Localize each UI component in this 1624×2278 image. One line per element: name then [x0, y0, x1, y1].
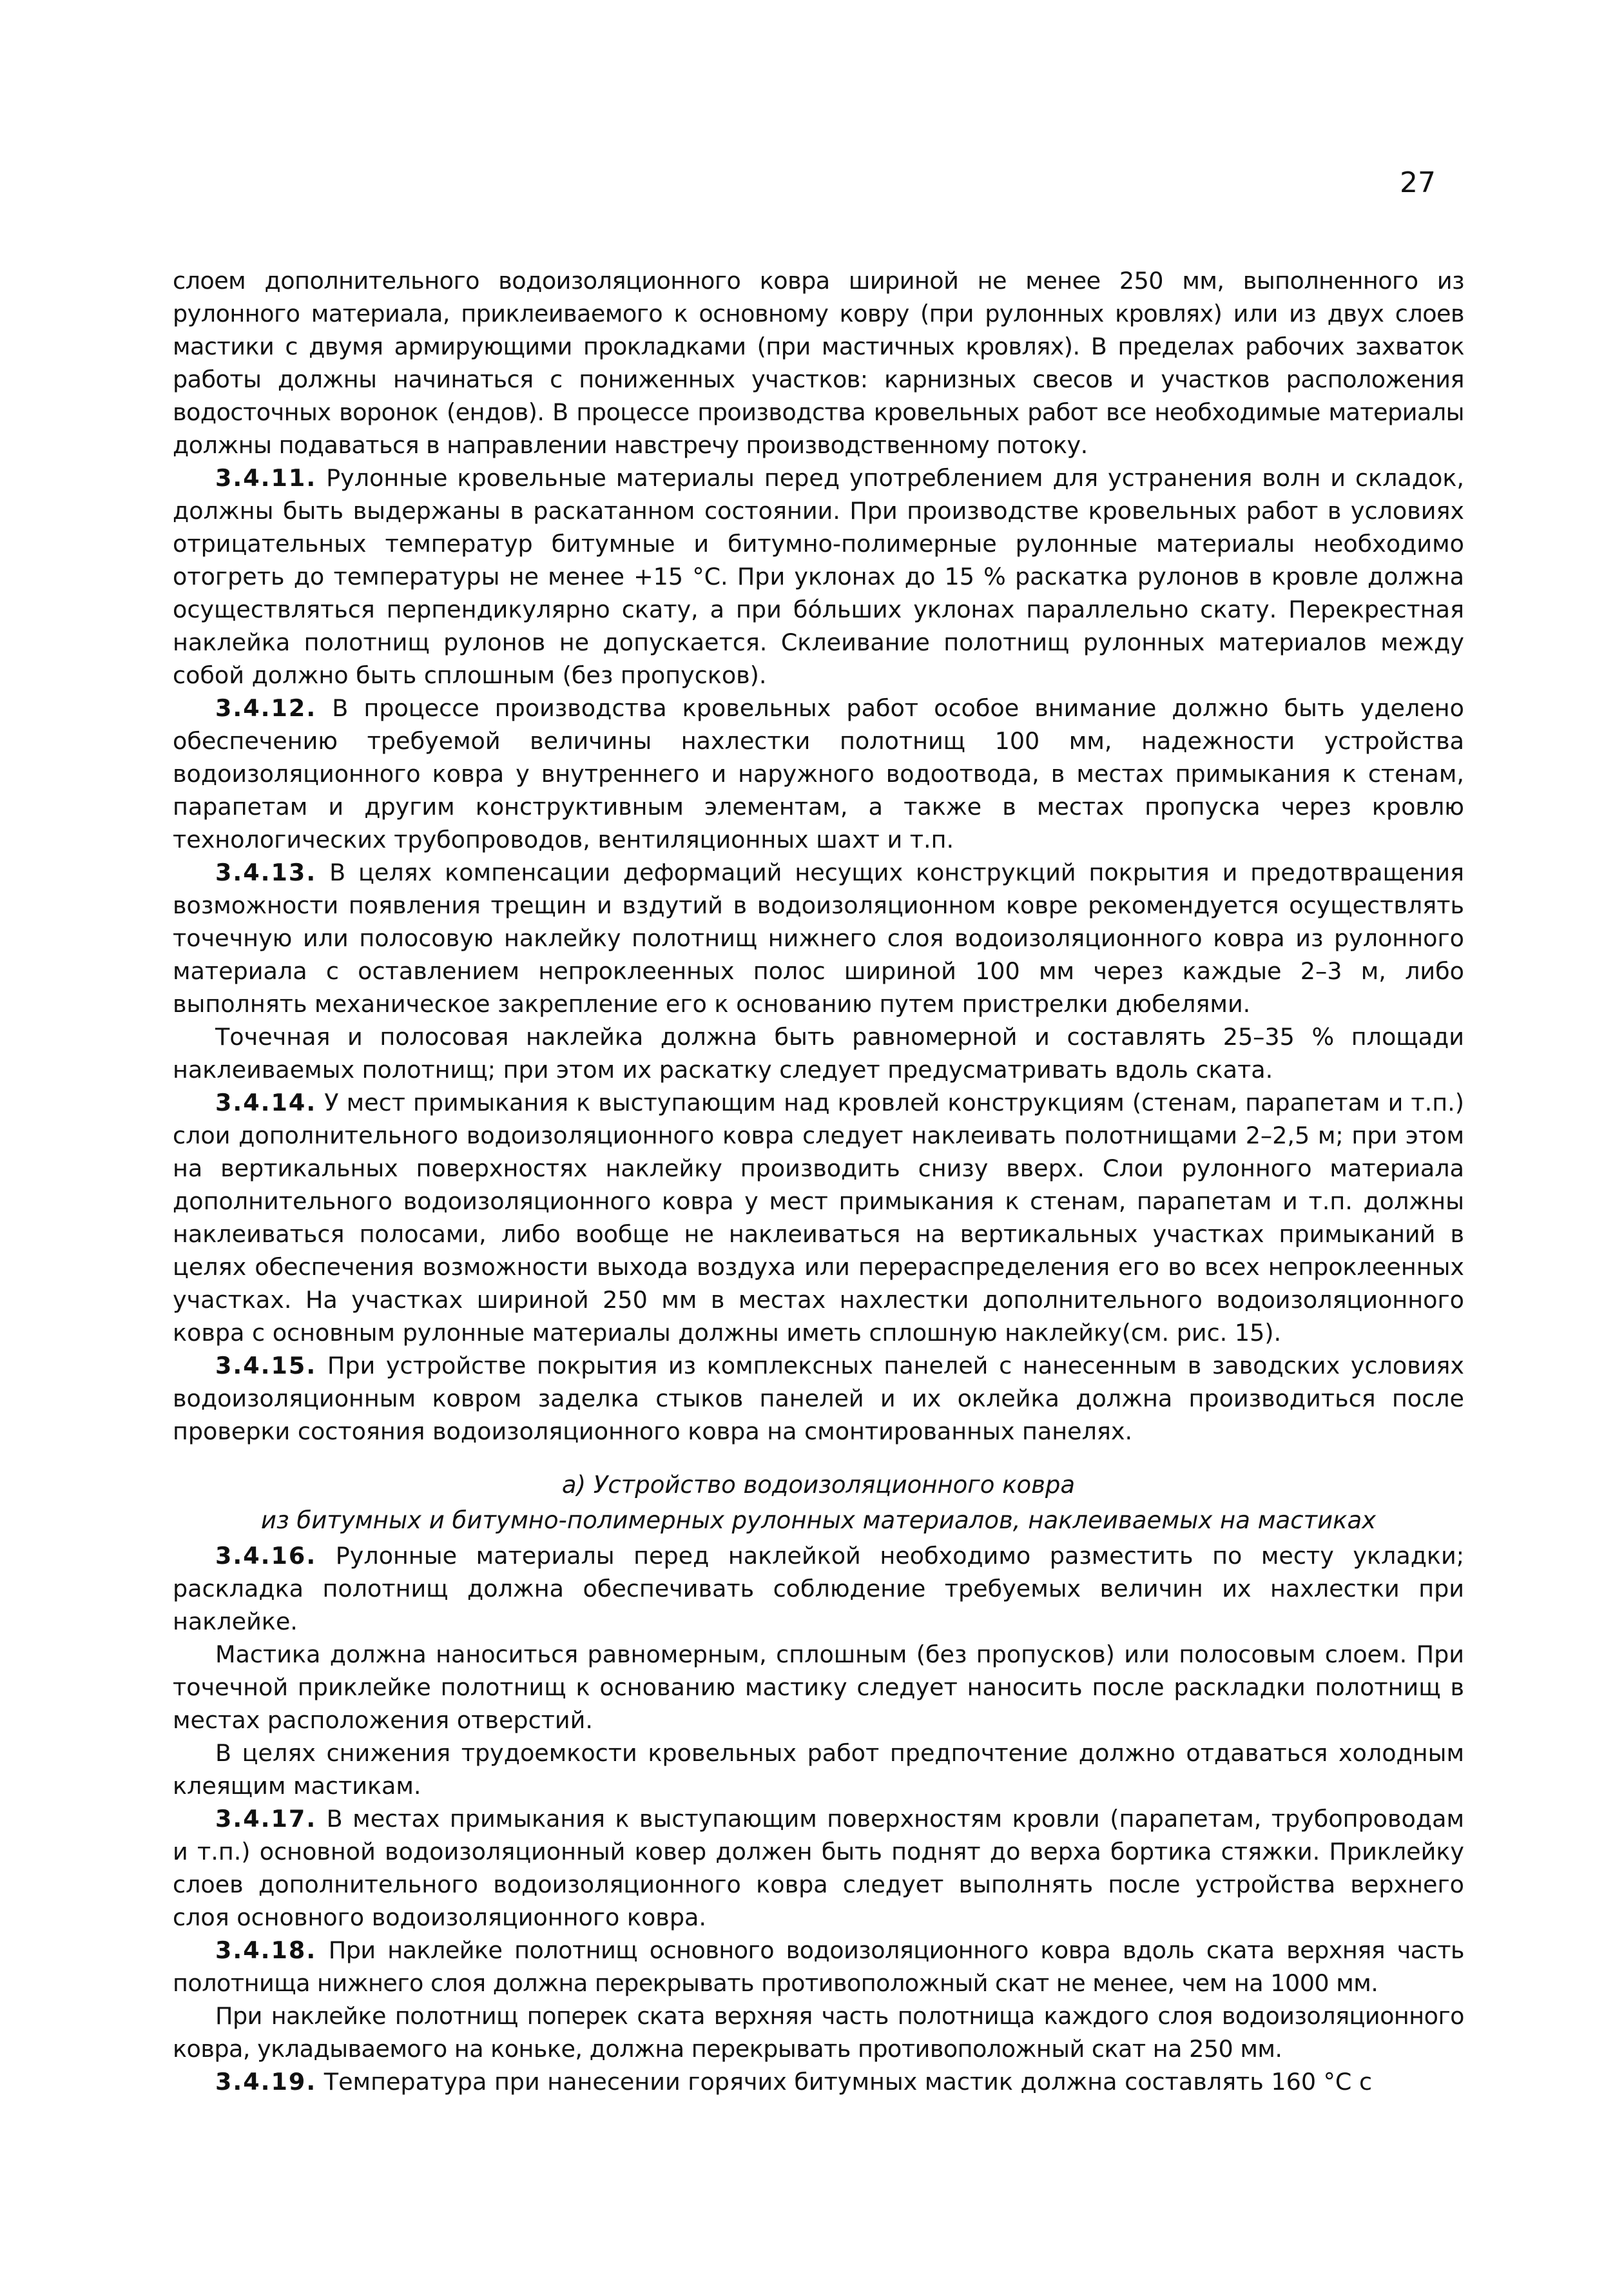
clause-number: 3.4.13.: [215, 859, 317, 886]
paragraph-3-4-15: [173, 1349, 1464, 1448]
paragraph-text: Точечная и полосовая наклейка должна быть равномерной и составлять 25–35 % площади наклеиваемых полотнищ; при этом их раскатку следует предусматривать вдоль ската.: [173, 1023, 1464, 1084]
paragraph-spot-gluing: [173, 1020, 1464, 1086]
paragraph-text: Рулонные материалы перед наклейкой необходимо разместить по месту укладки; раскладка полотнищ должна обеспечивать соблюдение требуемых величин их нахлестки при наклейке.: [173, 1542, 1464, 1635]
document-body: [173, 264, 1464, 2098]
clause-number: 3.4.15.: [215, 1352, 317, 1379]
paragraph-text: В целях компенсации деформаций несущих конструкций покрытия и предотвращения возможности появления трещин и вздутий в водоизоляционном ковре рекомендуется осуществлять точечную или полосовую наклейку полотнищ нижнего слоя водоизоляционного ковра из рулонного материала с оставлением непроклеенных полос шириной 100 мм через каждые 2–3 м, либо выполнять механическое закрепление его к основанию путем пристрелки дюбелями.: [173, 859, 1465, 1018]
paragraph-text: Мастика должна наноситься равномерным, сплошным (без пропусков) или полосовым слоем. При точечной приклейке полотнищ к основанию мастику следует наносить после раскладки полотнищ в местах расположения отверстий.: [173, 1640, 1464, 1734]
paragraph-3-4-14: [173, 1086, 1464, 1349]
paragraph-text: При устройстве покрытия из комплексных панелей с нанесенным в заводских условиях водоизоляционным ковром заделка стыков панелей и их оклейка должна производиться после проверки состояния водоизоляционного ковра на смонтированных панелях.: [173, 1352, 1464, 1445]
paragraph-3-4-16: [173, 1539, 1464, 1638]
paragraph-text: Температура при нанесении горячих битумных мастик должна составлять 160 °С с: [324, 2068, 1373, 2096]
paragraph-text: При наклейке полотнищ основного водоизоляционного ковра вдоль ската верхняя часть полотнища нижнего слоя должна перекрывать противоположный скат не менее, чем на 1000 мм.: [173, 1936, 1464, 1997]
paragraph-3-4-19: [173, 2065, 1464, 2098]
paragraph-3-4-18: [173, 1934, 1464, 2000]
paragraph-text: При наклейке полотнищ поперек ската верхняя часть полотнища каждого слоя водоизоляционного ковра, укладываемого на коньке, должна перекрывать противоположный скат на 250 мм.: [173, 2002, 1464, 2063]
paragraph-mastic: [173, 1638, 1464, 1737]
paragraph-3-4-17: [173, 1802, 1464, 1934]
clause-number: 3.4.16.: [215, 1542, 317, 1570]
clause-number: 3.4.17.: [215, 1805, 317, 1833]
paragraph-text: В целях снижения трудоемкости кровельных работ предпочтение должно отдаваться холодным клеящим мастикам.: [173, 1739, 1464, 1800]
paragraph-text: В процессе производства кровельных работ особое внимание должно быть уделено обеспечению требуемой величины нахлестки полотнищ 100 мм, надежности устройства водоизоляционного ковра у внутреннего и наружного водоотвода, в местах примыкания к стенам, парапетам и другим конструктивным элементам, а также в местах пропуска через кровлю технологических трубопроводов, вентиляционных шахт и т.п.: [173, 694, 1464, 853]
paragraph-ridge-overlap: [173, 2000, 1464, 2065]
paragraph-text: слоем дополнительного водоизоляционного ковра шириной не менее 250 мм, выполненного из рулонного материала, приклеиваемого к основному ковру (при рулонных кровлях) или из двух слоев мастики с двумя армирующими прокладками (при мастичных кровлях). В пределах рабочих захваток работы должны начинаться с пониженных участков: карнизных свесов и участков расположения водосточных воронок (ендов). В процессе производства кровельных работ все необходимые материалы должны подаваться в направлении навстречу производственному потоку.: [173, 267, 1464, 459]
paragraph-cold-mastic: [173, 1737, 1464, 1802]
section-heading-line-2: из битумных и битумно-полимерных рулонных материалов, наклеиваемых на мастиках: [260, 1506, 1377, 1534]
clause-number: 3.4.12.: [215, 694, 317, 722]
paragraph-text: Рулонные кровельные материалы перед употреблением для устранения волн и складок, должны быть выдержаны в раскатанном состоянии. При производстве кровельных работ в условиях отрицательных температур битумные и битумно-полимерные рулонные материалы необходимо отогреть до температуры не менее +15 °С. При уклонах до 15 % раскатка рулонов в кровле должна осуществляться перпендикулярно скату, а при бо́льших уклонах параллельно скату. Перекрестная наклейка полотнищ рулонов не допускается. Склеивание полотнищ рулонных материалов между собой должно быть сплошным (без пропусков).: [173, 464, 1464, 689]
clause-number: 3.4.14.: [215, 1089, 317, 1116]
paragraph-3-4-13: [173, 856, 1464, 1020]
page-number: 27: [1400, 166, 1436, 199]
paragraph-3-4-11: [173, 462, 1464, 692]
section-heading-line-1: а) Устройство водоизоляционного ковра: [561, 1471, 1076, 1499]
paragraph-3-4-12: [173, 692, 1464, 856]
clause-number: 3.4.19.: [215, 2068, 317, 2096]
paragraph-text: У мест примыкания к выступающим над кровлей конструкциям (стенам, парапетам и т.п.) слои дополнительного водоизоляционного ковра следует наклеивать полотнищами 2–2,5 м; при этом на вертикальных поверхностях наклейку производить снизу вверх. Слои рулонного материала дополнительного водоизоляционного ковра у мест примыкания к стенам, парапетам и т.п. должны наклеиваться полосами, либо вообще не наклеиваться на вертикальных участках примыканий в целях обеспечения возможности выхода воздуха или перераспределения его во всех непроклеенных участках. На участках шириной 250 мм в местах нахлестки дополнительного водоизоляционного ковра с основным рулонные материалы должны иметь сплошную наклейку(см. рис. 15).: [173, 1089, 1464, 1347]
paragraph-text: В местах примыкания к выступающим поверхностям кровли (парапетам, трубопроводам и т.п.) основной водоизоляционный ковер должен быть поднят до верха бортика стяжки. Приклейку слоев дополнительного водоизоляционного ковра следует выполнять после устройства верхнего слоя основного водоизоляционного ковра.: [173, 1805, 1464, 1931]
clause-number: 3.4.11.: [215, 464, 317, 492]
clause-number: 3.4.18.: [215, 1936, 317, 1964]
paragraph-continuation: [173, 264, 1464, 462]
